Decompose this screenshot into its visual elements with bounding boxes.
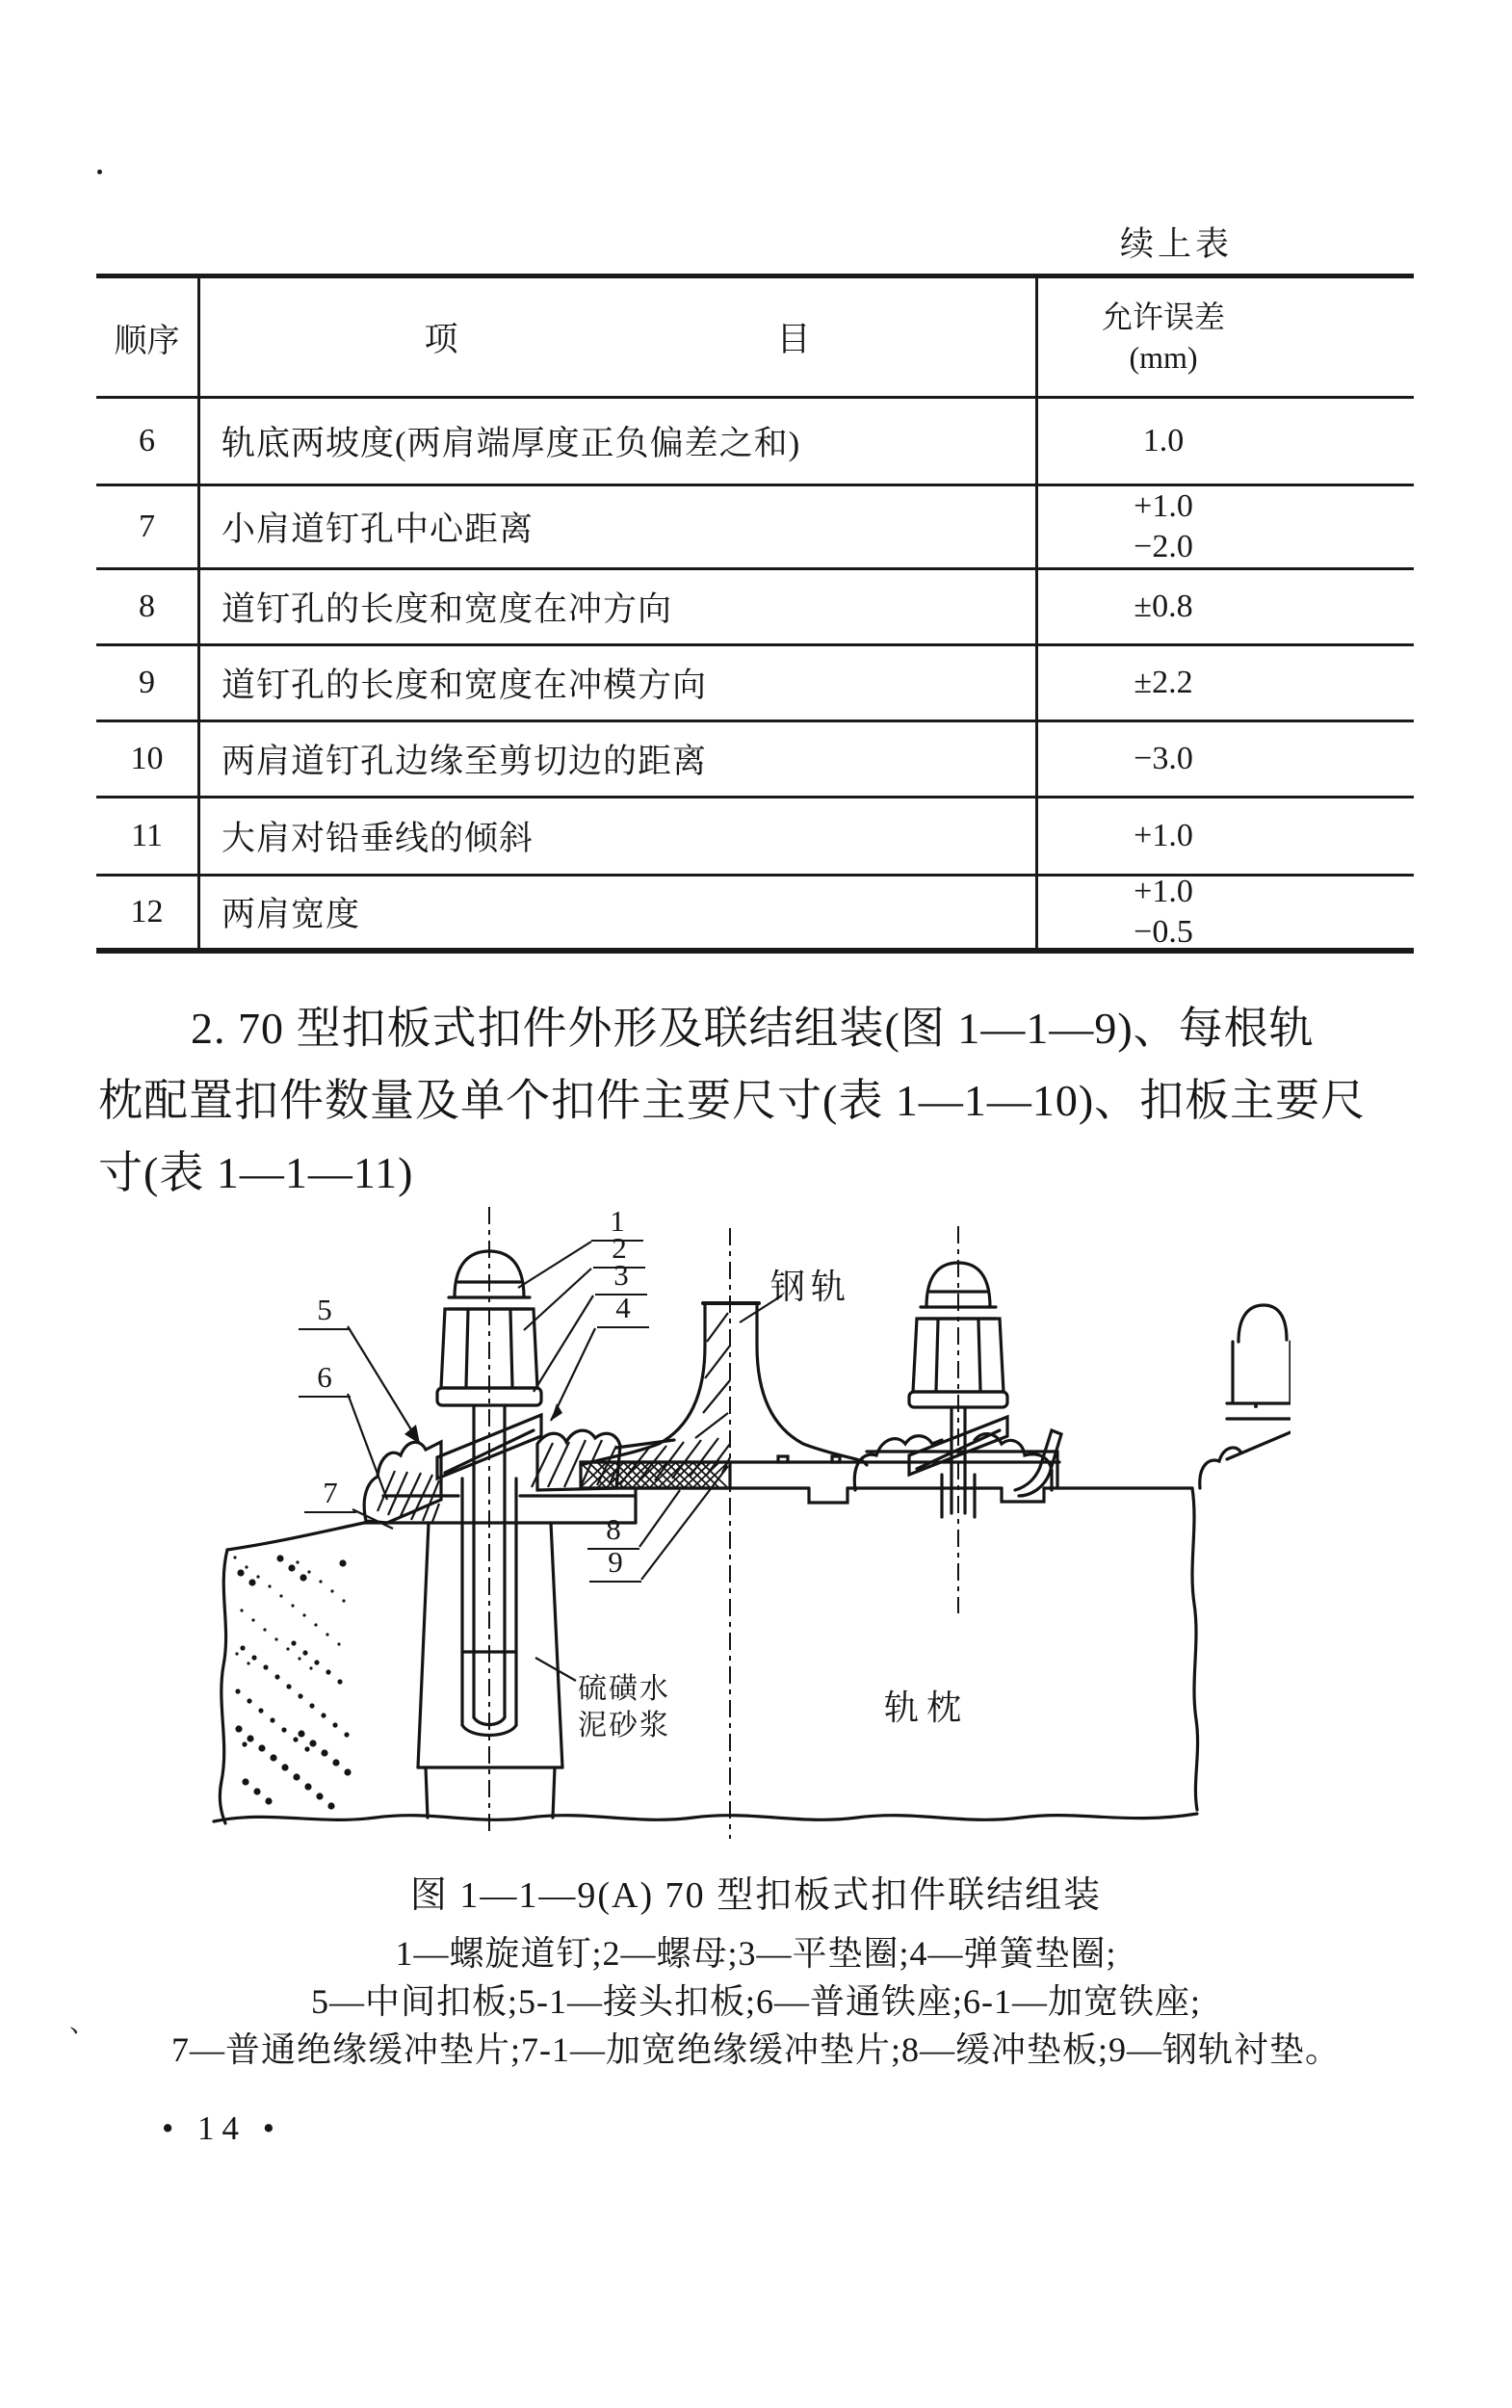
table-row: [96, 399, 1414, 486]
row-number: 11: [96, 798, 200, 874]
row-item: 道钉孔的长度和宽度在冲模方向: [200, 646, 1038, 720]
figure-caption-block: [58, 1865, 1454, 2074]
page-number: • 14 •: [162, 2109, 283, 2147]
sleeper-label: 轨枕: [884, 1688, 970, 1727]
row-number: 8: [96, 570, 200, 643]
row-item: 两肩宽度: [200, 877, 1038, 948]
callout-8: 8: [587, 1512, 639, 1550]
leader-arrowheads: [404, 1403, 562, 1444]
diagram-linework: [214, 1251, 1290, 1823]
row-item: 道钉孔的长度和宽度在冲方向: [200, 570, 1038, 643]
scan-speck: [97, 170, 102, 174]
paragraph-line: 2. 70 型扣板式扣件外形及联结组装(图 1—1—9)、每根轨: [191, 1004, 1315, 1053]
header-tolerance-line1: 允许误差: [1101, 300, 1225, 334]
row-number: 10: [96, 722, 200, 796]
figure-legend-line1: 1—螺旋道钉;2—螺母;3—平垫圈;4—弹簧垫圈;: [395, 1934, 1117, 1973]
table-row: [96, 798, 1414, 877]
callout-1: 1: [591, 1204, 643, 1242]
mortar-label-line2: 泥砂浆: [578, 1710, 670, 1741]
concrete-stipple: [233, 1555, 351, 1809]
row-tolerance2: −2.0: [1134, 529, 1193, 564]
stray-mark: 、: [69, 2008, 97, 2038]
buffer-pad-crosshatch: [581, 1463, 727, 1487]
table-row: [96, 646, 1414, 722]
row-tolerance: −3.0: [1134, 741, 1193, 776]
body-paragraph: [98, 992, 1418, 1209]
scan-speck: [1254, 1404, 1258, 1408]
callout-5: 5: [299, 1293, 351, 1330]
row-item: 大肩对铅垂线的倾斜: [200, 798, 1038, 874]
callout-4: 4: [597, 1291, 649, 1328]
callout-2: 2: [593, 1231, 645, 1269]
header-item-char1: 项: [424, 321, 459, 358]
row-number: 6: [96, 399, 200, 484]
row-number: 7: [96, 486, 200, 567]
tolerance-table: [96, 274, 1414, 954]
header-item: [200, 278, 1038, 396]
table-row: [96, 486, 1414, 570]
row-tolerance: ±2.2: [1134, 665, 1193, 700]
figure-caption: 图 1—1—9(A) 70 型扣板式扣件联结组装: [409, 1875, 1103, 1916]
table-row: [96, 722, 1414, 798]
row-number: 12: [96, 877, 200, 948]
row-tolerance: +1.0: [1134, 488, 1193, 524]
row-item: 小肩道钉孔中心距离: [200, 486, 1038, 567]
callout-7: 7: [304, 1476, 356, 1513]
header-tolerance-line2: (mm): [1129, 340, 1198, 375]
section-hatching: [378, 1313, 730, 1522]
sulfur-mortar-label: [578, 1671, 670, 1744]
paragraph-line: 枕配置扣件数量及单个扣件主要尺寸(表 1—1—10)、扣板主要尺: [98, 1076, 1367, 1125]
table-row: [96, 570, 1414, 646]
leader-lines: [348, 1242, 782, 1681]
rail-label: 钢轨: [770, 1268, 852, 1306]
callout-3: 3: [595, 1258, 647, 1296]
row-tolerance: ±0.8: [1134, 589, 1193, 624]
figure-legend-line2: 5—中间扣板;5-1—接头扣板;6—普通铁座;6-1—加宽铁座;: [311, 1982, 1201, 2021]
paragraph-line: 寸(表 1—1—11): [98, 1148, 414, 1197]
figure-legend-line3: 7—普通绝缘缓冲垫片;7-1—加宽绝缘缓冲垫片;8—缓冲垫板;9—钢轨衬垫。: [171, 2030, 1341, 2069]
row-item: 轨底两坡度(两肩端厚度正负偏差之和): [200, 399, 1038, 484]
row-item: 两肩道钉孔边缘至剪切边的距离: [200, 722, 1038, 796]
row-tolerance: 1.0: [1142, 423, 1185, 458]
row-number: 9: [96, 646, 200, 720]
row-tolerance: +1.0: [1134, 874, 1193, 909]
mortar-label-line1: 硫磺水: [578, 1673, 670, 1705]
callout-6: 6: [299, 1360, 351, 1398]
callout-9: 9: [589, 1545, 641, 1583]
centerlines: [489, 1207, 958, 1839]
row-tolerance: +1.0: [1134, 818, 1193, 853]
header-order: 顺序: [96, 278, 200, 396]
table-continued-note: 续上表: [1119, 225, 1233, 263]
header-tolerance: [1038, 278, 1414, 396]
table-header-row: [96, 278, 1414, 399]
row-tolerance2: −0.5: [1134, 914, 1193, 950]
header-item-char2: 目: [776, 321, 812, 358]
rail-fastener-diagram: [135, 1199, 1290, 1845]
table-row: [96, 874, 1414, 950]
